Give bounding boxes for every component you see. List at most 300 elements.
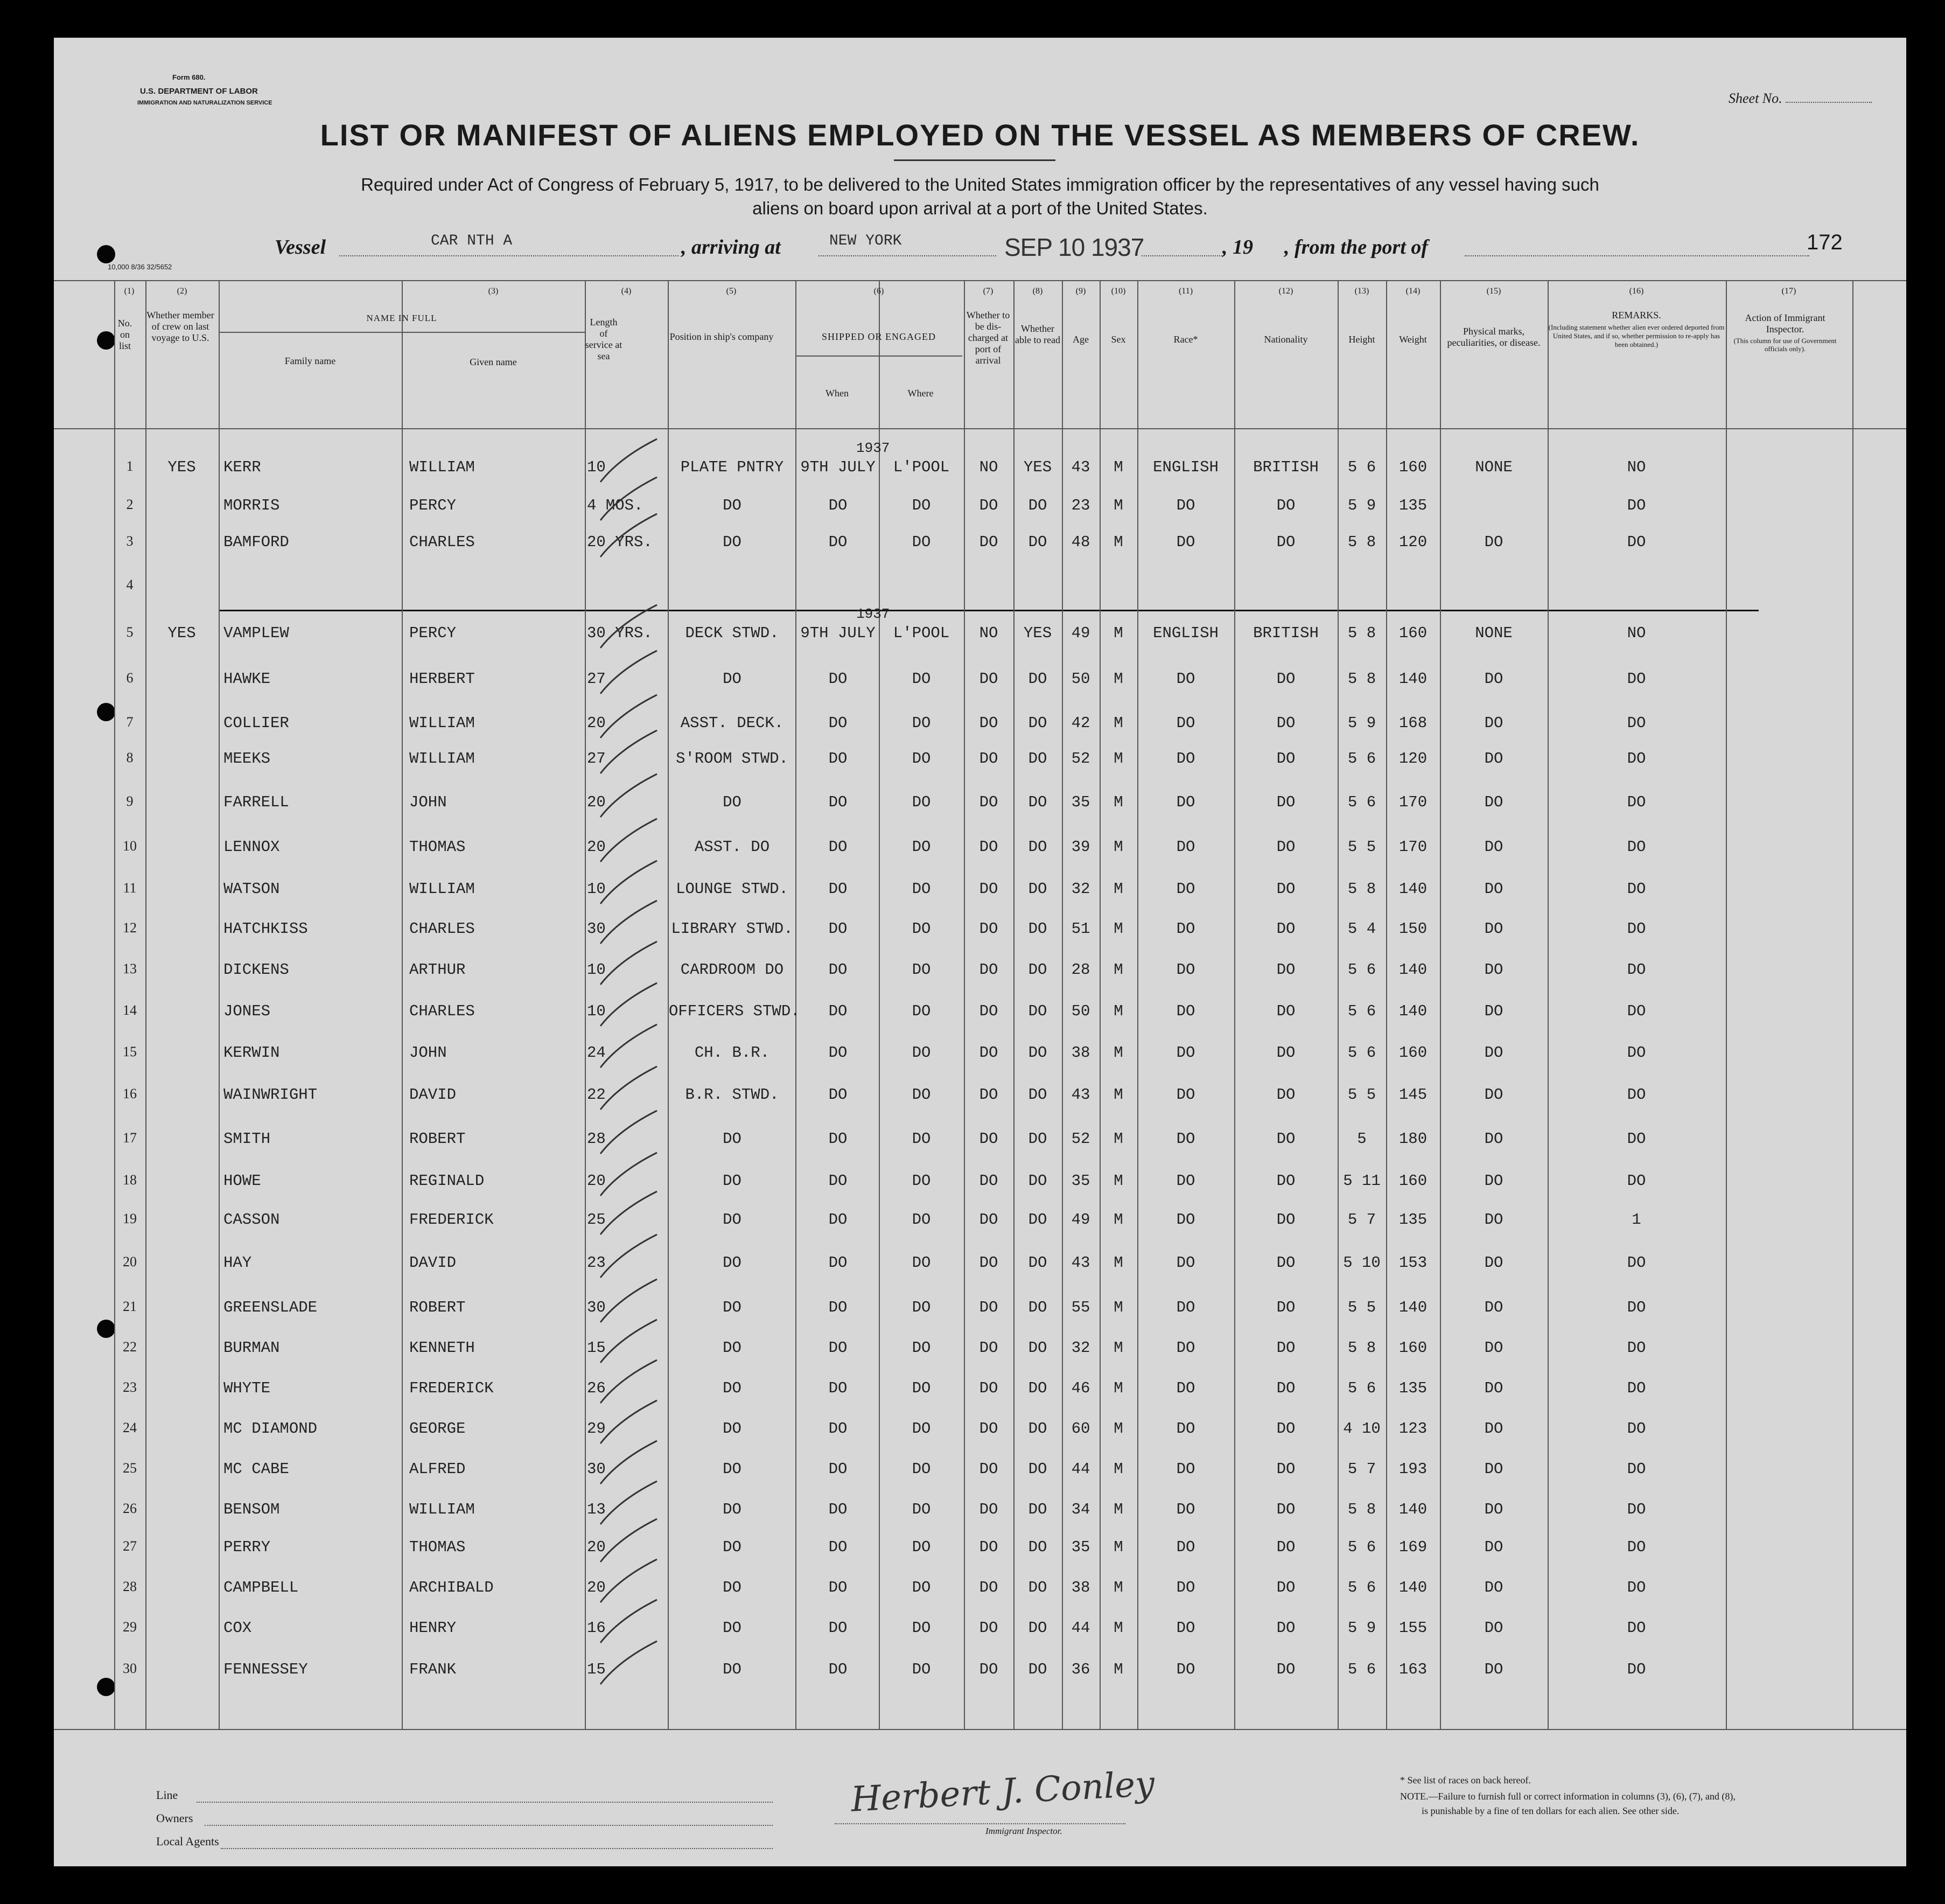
cell-position: DO [723,1420,741,1438]
cell-no: 6 [126,670,134,686]
cell-nationality: DO [1276,1299,1296,1316]
column-rule [1726,280,1727,1729]
vessel-value: CAR NTH A [431,233,513,249]
col-height-header: Height [1348,334,1375,345]
cell-position: DECK STWD. [685,624,779,642]
col-no-header: No. on list [117,318,132,351]
cell-where: DO [912,1172,931,1190]
cell-marks: NONE [1475,458,1513,476]
cell-no: 1 [126,458,134,474]
col-action-header: Action of Immigrant Inspector. [1745,312,1825,334]
cell-sex: M [1114,1130,1123,1148]
cell-when: DO [828,1460,848,1478]
cell-family: KERWIN [223,1044,280,1062]
cell-height: 5 6 [1347,1661,1376,1678]
document-title: LIST OR MANIFEST OF ALIENS EMPLOYED ON THE VESSEL AS MEMBERS OF CREW. [320,118,1640,152]
cell-weight: 160 [1398,1339,1428,1357]
cell-where: DO [912,1619,931,1637]
cell-weight: 160 [1398,1172,1428,1190]
cell-age: 49 [1071,624,1090,642]
cell-weight: 120 [1398,750,1428,768]
cell-nationality: DO [1276,961,1296,979]
cell-when: DO [828,1619,848,1637]
cell-no: 26 [123,1501,137,1516]
cell-read: DO [1028,1002,1047,1020]
cell-nationality: DO [1276,497,1296,514]
column-number: (13) [1354,287,1369,296]
cell-family: DICKENS [223,961,289,979]
cell-no: 27 [123,1538,137,1554]
cell-service: 30 YRS. [587,624,653,642]
col-service-header: Length of service at sea [585,317,622,361]
col-member-header: Whether member of crew on last voyage to U.S. [146,310,214,343]
cell-when: DO [828,1538,848,1556]
owners-label: Owners [156,1811,193,1825]
cell-sex: M [1114,1339,1123,1357]
cell-when: DO [828,1501,848,1518]
cell-height: 5 6 [1347,1379,1376,1397]
page-number: 172 [1807,231,1843,254]
cell-when: DO [828,793,848,811]
column-number: (9) [1075,287,1086,296]
cell-service: 20 [587,838,606,856]
cell-family: SMITH [223,1130,271,1148]
cell-height: 5 6 [1347,1002,1376,1020]
column-number: (2) [177,287,187,296]
cell-given: HENRY [409,1619,457,1637]
cell-weight: 168 [1398,714,1428,732]
cell-family: MC DIAMOND [223,1420,318,1438]
cell-service: 24 [587,1044,606,1062]
cell-sex: M [1114,1579,1123,1596]
cell-given: HERBERT [409,670,475,688]
check-mark [598,511,662,560]
cell-race: ENGLISH [1153,458,1219,476]
sheet-number [1729,90,1872,107]
cell-race: DO [1176,880,1195,898]
cell-service: 23 [587,1254,606,1272]
arriving-label: , arriving at [681,236,781,259]
cell-age: 46 [1071,1379,1090,1397]
arriving-line [818,255,996,256]
cell-position: PLATE PNTRY [680,458,784,476]
cell-remarks: NO [1627,458,1646,476]
cell-age: 52 [1071,1130,1090,1148]
cell-discharge: DO [979,1339,998,1357]
cell-family: VAMPLEW [223,624,289,642]
cell-height: 5 9 [1347,497,1376,514]
crew-table [54,280,1906,1761]
cell-marks: DO [1484,1044,1503,1062]
cell-read: DO [1028,1172,1047,1190]
cell-family: LENNOX [223,838,280,856]
cell-height: 5 11 [1343,1172,1381,1190]
cell-where: DO [912,670,931,688]
cell-weight: 140 [1398,880,1428,898]
cell-weight: 145 [1398,1086,1428,1104]
cell-remarks: DO [1627,1460,1646,1478]
cell-family: PERRY [223,1538,271,1556]
cell-nationality: DO [1276,1086,1296,1104]
cell-remarks: DO [1627,1420,1646,1438]
cell-family: WATSON [223,880,280,898]
cell-no: 21 [123,1299,137,1314]
cell-marks: DO [1484,1172,1503,1190]
cell-where: DO [912,497,931,514]
cell-age: 48 [1071,533,1090,551]
cell-race: DO [1176,1002,1195,1020]
cell-age: 51 [1071,920,1090,938]
cell-discharge: DO [979,1172,998,1190]
cell-remarks: DO [1627,1002,1646,1020]
cell-where: L'POOL [893,458,950,476]
cell-remarks: DO [1627,1619,1646,1637]
cell-given: WILLIAM [409,880,475,898]
cell-when: DO [828,1420,848,1438]
cell-where: L'POOL [893,624,950,642]
column-rule [1852,280,1853,1729]
cell-weight: 163 [1398,1661,1428,1678]
cell-weight: 140 [1398,1501,1428,1518]
col-where-header: Where [907,388,934,399]
port-label: , from the port of [1284,236,1429,259]
cell-remarks: DO [1627,533,1646,551]
cell-service: 29 [587,1420,606,1438]
cell-given: ALFRED [409,1460,466,1478]
cell-given: THOMAS [409,1538,466,1556]
cell-where: DO [912,1339,931,1357]
cell-where: DO [912,1254,931,1272]
cell-weight: 123 [1398,1420,1428,1438]
cell-when: DO [828,1211,848,1229]
cell-position: DO [723,1339,741,1357]
cell-remarks: DO [1627,1172,1646,1190]
cell-position: DO [723,1579,741,1596]
cell-when: DO [828,1379,848,1397]
col-position-header: Position in ship's company [669,331,774,342]
cell-no: 16 [123,1086,137,1101]
cell-read: DO [1028,1086,1047,1104]
cell-read: DO [1028,1379,1047,1397]
cell-given: THOMAS [409,838,466,856]
cell-where: DO [912,1420,931,1438]
cell-where: DO [912,920,931,938]
title-divider [894,159,1055,161]
cell-nationality: DO [1276,1379,1296,1397]
check-mark [598,1232,662,1280]
cell-marks: DO [1484,961,1503,979]
column-number: (1) [124,287,135,296]
cell-age: 44 [1071,1460,1090,1478]
cell-read: YES [1023,624,1052,642]
cell-remarks: NO [1627,624,1646,642]
cell-race: DO [1176,1460,1195,1478]
cell-age: 38 [1071,1579,1090,1596]
cell-where: DO [912,1661,931,1678]
cell-read: YES [1023,458,1052,476]
cell-discharge: DO [979,497,998,514]
column-number: (15) [1486,287,1501,296]
cell-race: DO [1176,1044,1195,1062]
cell-discharge: DO [979,1538,998,1556]
cell-height: 5 6 [1347,1044,1376,1062]
col-when-header: When [825,388,849,399]
cell-where: DO [912,533,931,551]
cell-remarks: DO [1627,1501,1646,1518]
cell-age: 35 [1071,793,1090,811]
cell-service: 10 [587,880,606,898]
cell-remarks: DO [1627,1044,1646,1062]
date-stamp: SEP 10 1937 [1004,233,1144,261]
cell-nationality: BRITISH [1253,458,1319,476]
cell-no: 19 [123,1211,137,1226]
cell-service: 22 [587,1086,606,1104]
check-mark [598,1638,662,1687]
cell-remarks: DO [1627,1538,1646,1556]
cell-service: 25 [587,1211,606,1229]
cell-read: DO [1028,670,1047,688]
cell-discharge: DO [979,1299,998,1316]
cell-position: DO [723,1379,741,1397]
cell-read: DO [1028,533,1047,551]
cell-discharge: DO [979,1086,998,1104]
cell-height: 5 8 [1347,880,1376,898]
cell-height: 5 8 [1347,533,1376,551]
cell-remarks: DO [1627,1661,1646,1678]
vessel-label: Vessel [275,236,326,259]
cell-race: DO [1176,961,1195,979]
cell-read: DO [1028,714,1047,732]
cell-age: 43 [1071,458,1090,476]
cell-remarks: DO [1627,920,1646,938]
cell-race: DO [1176,1339,1195,1357]
cell-nationality: DO [1276,1619,1296,1637]
cell-age: 35 [1071,1172,1090,1190]
column-number: (4) [621,287,632,296]
cell-family: MC CABE [223,1460,289,1478]
column-rule [145,280,146,1729]
cell-height: 5 9 [1347,1619,1376,1637]
cell-read: DO [1028,1299,1047,1316]
cell-race: DO [1176,1299,1195,1316]
col-race-header: Race* [1173,334,1198,345]
cell-race: DO [1176,750,1195,768]
cell-marks: DO [1484,1619,1503,1637]
cell-sex: M [1114,1254,1123,1272]
cell-nationality: DO [1276,1420,1296,1438]
cell-race: DO [1176,1379,1195,1397]
cell-position: LOUNGE STWD. [676,880,788,898]
cell-race: DO [1176,670,1195,688]
cell-remarks: DO [1627,961,1646,979]
cell-where: DO [912,1579,931,1596]
cell-marks: DO [1484,880,1503,898]
cell-discharge: DO [979,1379,998,1397]
cell-no: 13 [123,961,137,977]
cell-when: DO [828,961,848,979]
cell-given: KENNETH [409,1339,475,1357]
cell-remarks: DO [1627,880,1646,898]
cell-nationality: DO [1276,838,1296,856]
cell-given: ROBERT [409,1299,466,1316]
cell-sex: M [1114,880,1123,898]
cell-read: DO [1028,1254,1047,1272]
cell-nationality: DO [1276,1661,1296,1678]
cell-nationality: DO [1276,1172,1296,1190]
cell-age: 39 [1071,838,1090,856]
cell-sex: M [1114,750,1123,768]
cell-when: DO [828,880,848,898]
cell-marks: DO [1484,838,1503,856]
cell-weight: 170 [1398,793,1428,811]
col-sex-header: Sex [1111,334,1126,345]
column-number: (10) [1111,287,1126,296]
cell-service: 20 [587,793,606,811]
cell-read: DO [1028,961,1047,979]
cell-service: 30 [587,920,606,938]
cell-year: 1937 [856,440,890,456]
col-action-note: (This column for use of Government officials only). [1733,337,1837,353]
cell-nationality: DO [1276,1211,1296,1229]
cell-read: DO [1028,1619,1047,1637]
cell-nationality: DO [1276,750,1296,768]
cell-discharge: DO [979,1619,998,1637]
cell-nationality: DO [1276,533,1296,551]
cell-where: DO [912,1130,931,1148]
cell-given: WILLIAM [409,714,475,732]
col-discharge-header: Whether to be dis-charged at port of arrival [966,310,1010,366]
cell-weight: 180 [1398,1130,1428,1148]
cell-marks: DO [1484,1211,1503,1229]
cell-given: CHARLES [409,920,475,938]
cell-sex: M [1114,1379,1123,1397]
cell-read: DO [1028,1579,1047,1596]
cell-position: DO [723,1299,741,1316]
cell-no: 7 [126,714,134,730]
cell-position: B.R. STWD. [685,1086,779,1104]
cell-age: 32 [1071,1339,1090,1357]
cell-given: DAVID [409,1254,457,1272]
cell-when: DO [828,1299,848,1316]
cell-where: DO [912,1002,931,1020]
cell-service: 20 YRS. [587,533,653,551]
cell-given: PERCY [409,497,457,514]
column-number: (14) [1405,287,1421,296]
cell-marks: DO [1484,670,1503,688]
cell-age: 50 [1071,1002,1090,1020]
cell-discharge: DO [979,750,998,768]
cell-service: 30 [587,1299,606,1316]
cell-service: 27 [587,750,606,768]
cell-when: DO [828,1254,848,1272]
cell-remarks: DO [1627,670,1646,688]
cell-position: DO [723,1661,741,1678]
cell-no: 17 [123,1130,137,1146]
cell-weight: 135 [1398,1379,1428,1397]
cell-year: 1937 [856,606,890,622]
subtitle-line-1: Required under Act of Congress of February 5, 1917, to be delivered to the United States immigration officer by the representatives of any vessel having such [361,175,1599,194]
cell-height: 5 6 [1347,750,1376,768]
cell-given: CHARLES [409,533,475,551]
cell-read: DO [1028,1501,1047,1518]
cell-read: DO [1028,1661,1047,1678]
cell-nationality: DO [1276,1130,1296,1148]
cell-height: 5 5 [1347,1086,1376,1104]
cell-height: 5 6 [1347,458,1376,476]
cell-family: MEEKS [223,750,271,768]
check-mark [598,1022,662,1070]
cell-discharge: DO [979,670,998,688]
cell-race: DO [1176,1619,1195,1637]
cell-family: HATCHKISS [223,920,308,938]
cell-when: DO [828,1339,848,1357]
cell-race: DO [1176,1579,1195,1596]
cell-family: JONES [223,1002,271,1020]
check-mark [598,816,662,864]
cell-weight: 140 [1398,1002,1428,1020]
cell-given: JOHN [409,1044,447,1062]
print-code: 10,000 8/36 32/5652 [108,263,172,271]
cell-race: DO [1176,1130,1195,1148]
cell-height: 5 [1357,1130,1367,1148]
cell-race: DO [1176,1420,1195,1438]
cell-height: 5 8 [1347,1501,1376,1518]
cell-age: 43 [1071,1254,1090,1272]
cell-sex: M [1114,793,1123,811]
cell-where: DO [912,1086,931,1104]
column-number: (6) [873,287,884,296]
cell-position: DO [723,1619,741,1637]
cell-remarks: DO [1627,1086,1646,1104]
line-label: Line [156,1788,178,1802]
cell-service: 28 [587,1130,606,1148]
cell-weight: 150 [1398,920,1428,938]
cell-when: DO [828,750,848,768]
cell-no: 23 [123,1379,137,1395]
punch-hole [97,245,115,263]
cell-race: DO [1176,1086,1195,1104]
col-age-header: Age [1073,334,1089,345]
cell-discharge: DO [979,1130,998,1148]
cell-sex: M [1114,1211,1123,1229]
cell-race: DO [1176,793,1195,811]
cell-nationality: DO [1276,1339,1296,1357]
cell-discharge: DO [979,1501,998,1518]
cell-service: 4 MOS. [587,497,643,514]
cell-marks: DO [1484,1379,1503,1397]
cell-family: HAY [223,1254,252,1272]
cell-member: YES [167,624,196,642]
cell-read: DO [1028,1044,1047,1062]
cell-given: REGINALD [409,1172,485,1190]
table-bottom-rule [54,1729,1906,1730]
cell-sex: M [1114,624,1123,642]
cell-nationality: DO [1276,920,1296,938]
cell-sex: M [1114,961,1123,979]
cell-read: DO [1028,838,1047,856]
cell-height: 5 6 [1347,961,1376,979]
cell-when: DO [828,1172,848,1190]
cell-given: JOHN [409,793,447,811]
line-field [197,1802,773,1803]
date-line [1142,255,1222,256]
column-rule [879,355,880,1729]
cell-age: 23 [1071,497,1090,514]
cell-marks: DO [1484,1420,1503,1438]
cell-height: 5 7 [1347,1460,1376,1478]
cell-position: CARDROOM DO [680,961,784,979]
check-mark [598,728,662,776]
